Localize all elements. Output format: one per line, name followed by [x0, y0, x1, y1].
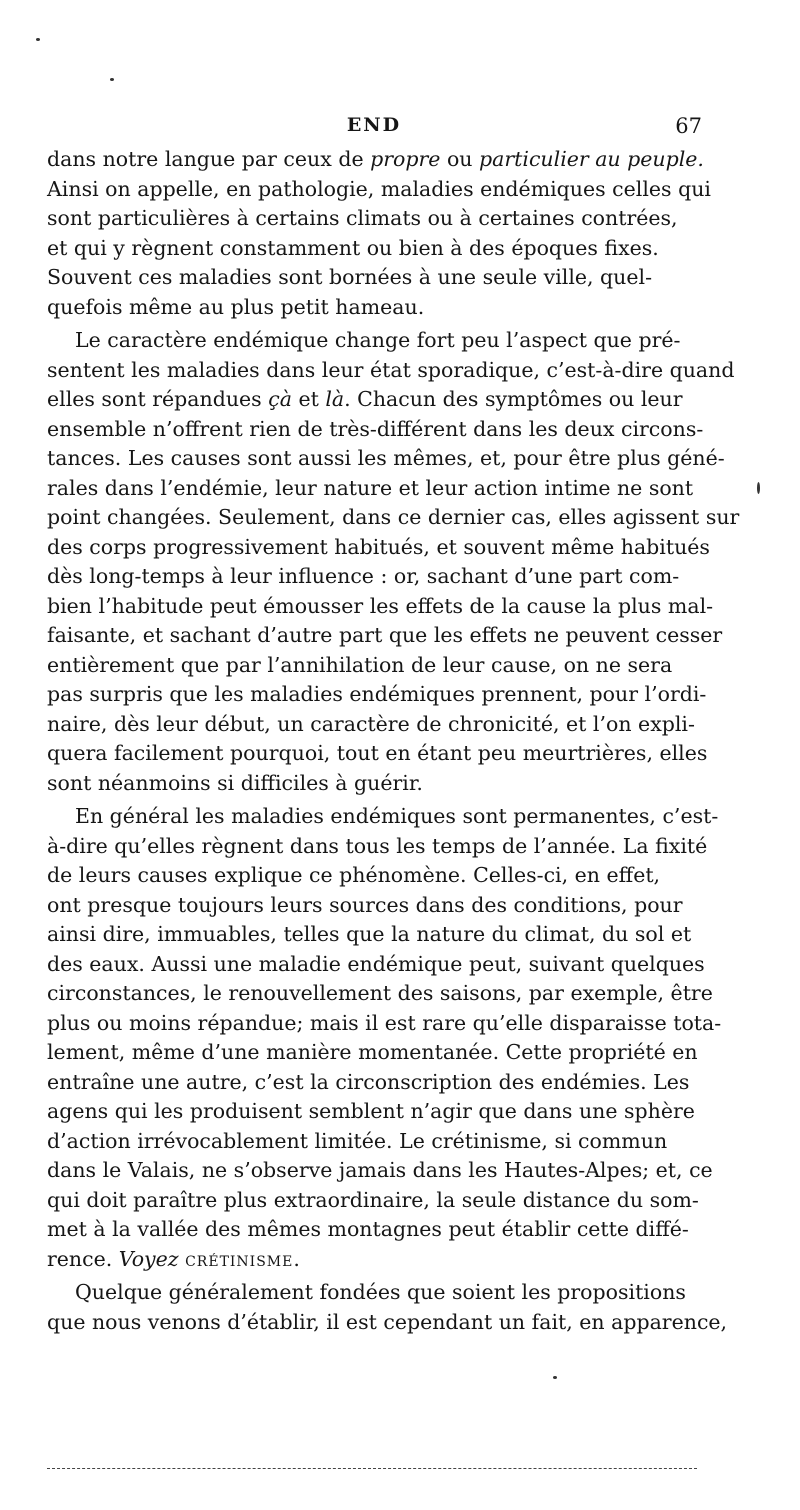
page-header	[46, 114, 702, 142]
text-line: met à la vallée des mêmes montagnes peut établir cette diffé-	[47, 1217, 689, 1241]
text-line: Ainsi on appelle, en pathologie, maladies endémiques celles qui	[47, 176, 711, 201]
italic-span: propre	[370, 147, 441, 171]
text-line: Le caractère endémique change fort peu l’aspect que pré-	[75, 328, 681, 352]
text-line: et qui y règnent constamment ou bien à des époques fixes.	[47, 235, 659, 260]
text-line: ainsi dire, immuables, telles que la nature du climat, du sol et	[47, 922, 692, 946]
text-line: des eaux. Aussi une maladie endémique peut, suivant quelques	[47, 951, 705, 976]
text-span: elles sont répandues	[47, 387, 269, 411]
text-line: rales dans l’endémie, leur nature et leur action intime ne sont	[47, 475, 694, 500]
ink-speck	[110, 78, 114, 81]
text-line: ensemble n’offrent rien de très-différent dans les deux circons-	[47, 416, 704, 441]
text-line: plus ou moins répandue; mais il est rare qu’elle disparaisse tota-	[47, 1010, 722, 1035]
text-line: quefois même au plus petit hameau.	[47, 294, 425, 319]
text-line	[47, 145, 703, 175]
text-line: Souvent ces maladies sont bornées à une seule ville, quel-	[47, 265, 652, 289]
text-line: pas surpris que les maladies endémiques prennent, pour l’ordi-	[47, 682, 707, 706]
text-span: . Chacun des symptômes ou leur	[344, 387, 683, 411]
text-line	[47, 1245, 703, 1275]
running-head: END	[346, 114, 402, 136]
text-line: quera facilement pourquoi, tout en étant peu meurtrières, elles	[47, 741, 708, 765]
text-line: sentent les maladies dans leur état sporadique, c’est-à-dire quand	[47, 357, 735, 382]
text-line: dès long-temps à leur influence : or, sachant d’une part com-	[47, 564, 680, 588]
text-span: rence.	[47, 1246, 119, 1271]
text-span: dans notre langue par ceux de	[47, 147, 371, 171]
page-number: 67	[675, 114, 702, 138]
text-line: sont néanmoins si difficiles à guérir.	[47, 770, 423, 795]
text-line: point changées. Seulement, dans ce dernier cas, elles agissent sur	[47, 505, 740, 529]
text-line: sont particulières à certains climats ou à certaines contrées,	[47, 206, 678, 230]
text-line: que nous venons d’établir, il est cependant un fait, en apparence,	[47, 1309, 728, 1334]
text-line: faisante, et sachant d’autre part que les effets ne peuvent cesser	[47, 623, 723, 647]
text-line: entièrement que par l’annihilation de leur cause, on ne sera	[47, 652, 673, 677]
text-line: dans le Valais, ne s’observe jamais dans les Hautes-Alpes; et, ce	[47, 1158, 713, 1182]
text-line: des corps progressivement habitués, et souvent même habitués	[47, 534, 710, 559]
text-span: et	[291, 387, 326, 411]
text-line: de leurs causes explique ce phénomène. Celles-ci, en effet,	[47, 863, 661, 887]
ink-speck	[553, 1376, 557, 1379]
text-line: tances. Les causes sont aussi les mêmes, et, pour être plus géné-	[47, 446, 725, 470]
text-line: circonstances, le renouvellement des saisons, par exemple, être	[47, 981, 713, 1005]
footer-rule	[47, 1468, 697, 1469]
ink-speck	[757, 482, 760, 494]
cross-reference: crétinisme.	[185, 1246, 301, 1271]
text-line: d’action irrévocablement limitée. Le crétinisme, si commun	[47, 1128, 668, 1153]
text-line: bien l’habitude peut émousser les effets de la cause la plus mal-	[47, 593, 714, 618]
text-line: qui doit paraître plus extraordinaire, la seule distance du som-	[47, 1187, 699, 1212]
ink-speck	[36, 38, 40, 41]
text-line: ont presque toujours leurs sources dans des conditions, pour	[47, 892, 683, 917]
text-span: ou	[440, 147, 480, 171]
text-line: entraîne une autre, c’est la circonscription des endémies. Les	[47, 1069, 690, 1094]
text-line: naire, dès leur début, un caractère de chronicité, et l’on expli-	[47, 711, 695, 736]
italic-span: particulier au peuple.	[479, 147, 704, 171]
text-line: agens qui les produisent semblent n’agir que dans une sphère	[47, 1099, 695, 1123]
text-line: à-dire qu’elles règnent dans tous les temps de l’année. La fixité	[47, 833, 708, 858]
text-line: Quelque généralement fondées que soient les propositions	[75, 1280, 686, 1304]
italic-span: çà	[268, 387, 292, 411]
italic-span: Voyez	[118, 1246, 179, 1271]
text-line: lement, même d’une manière momentanée. Cette propriété en	[47, 1040, 698, 1064]
text-line	[47, 385, 703, 415]
italic-span: là	[325, 387, 345, 411]
text-line: En général les maladies endémiques sont permanentes, c’est-	[75, 804, 719, 828]
body-text	[47, 145, 740, 1337]
